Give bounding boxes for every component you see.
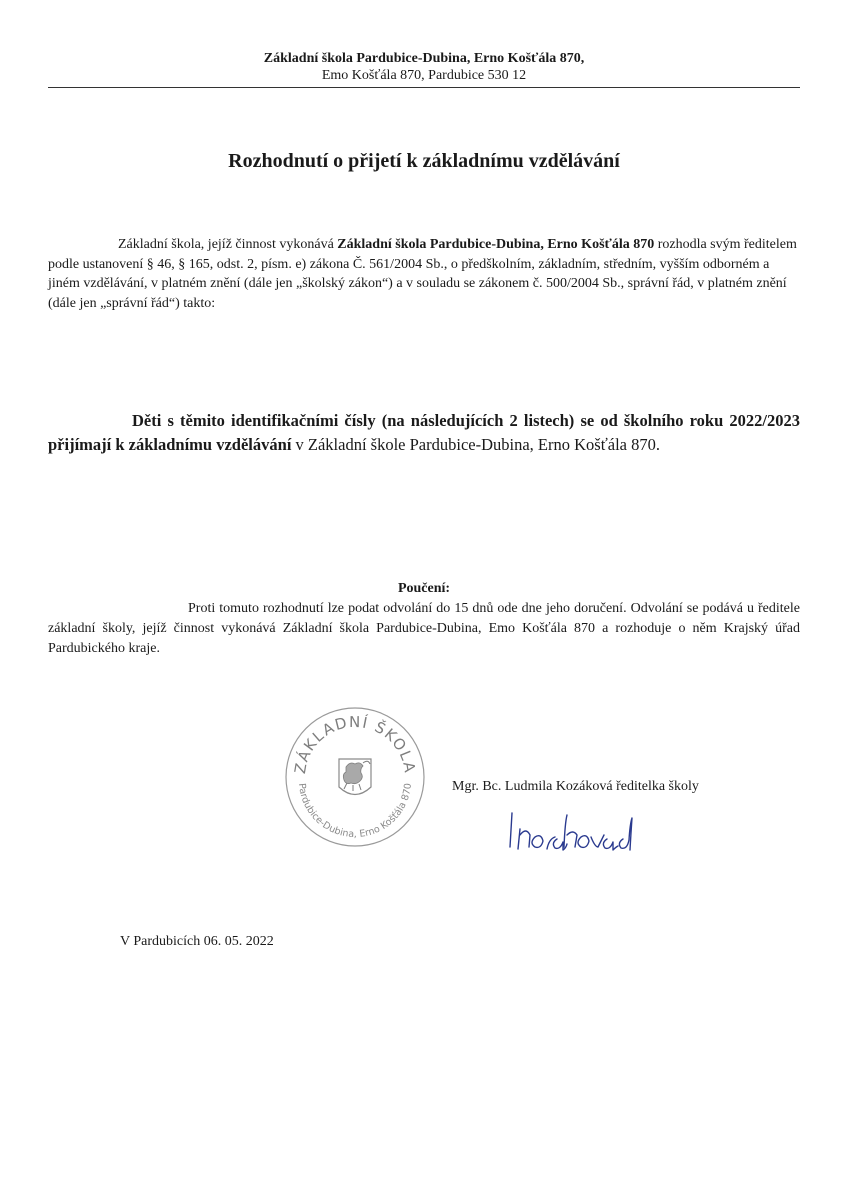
instruction-heading: Poučení: [397, 581, 451, 596]
document-title: Rozhodnutí o přijetí k základnímu vzdělávání [228, 150, 620, 172]
decision-bold-text: Děti s těmito identifikačními čísly (na následujících 2 listech) se od školního roku 2022/2023 přijímají k základnímu vzdělávání [48, 411, 800, 454]
intro-school-name: Základní škola Pardubice-Dubina, Erno Košťála 870 [337, 237, 655, 252]
letterhead-address: Emo Košťála 870, Pardubice 530 12 [321, 68, 527, 83]
instruction-paragraph [48, 599, 800, 659]
signer-name-title: Mgr. Bc. Ludmila Kozáková ředitelka školy [452, 779, 699, 794]
lion-emblem-icon [339, 759, 371, 795]
instruction-text: Proti tomuto rozhodnutí lze podat odvolání do 15 dnů ode dne jeho doručení. Odvolání se podává u ředitele základní školy, jejíž činnost vykonává Základní škola Pardubice-Dubina, Emo Košťála 870 a rozhoduje o něm Krajský úřad Pardubického kraje. [48, 601, 800, 656]
stamp-bottom-text: Pardubice-Dubina, Erno Košťála 870 [296, 782, 415, 841]
stamp-top-text: ZÁKLADNÍ ŠKOLA [290, 712, 420, 776]
letterhead-school-name: Základní škola Pardubice-Dubina, Erno Košťála 870, [263, 51, 585, 66]
letterhead [48, 50, 800, 84]
letterhead-divider [48, 87, 800, 88]
intro-paragraph [48, 235, 800, 313]
intro-text-end: rozhodla svým ředitelem podle ustanovení § 46, § 165, odst. 2, písm. e) zákona Č. 561/2004 Sb., o předškolním, základním, středním, vyšším odborném a jiném vzdělávání, v platném znění (dále jen „školský zákon“) a v souladu se zákonem č. 500/2004 Sb., správní řád, v platném znění (dále jen „správní řád“) takto: [48, 237, 797, 311]
intro-text-start: Základní škola, jejíž činnost vykonává [118, 237, 338, 252]
place-and-date: V Pardubicích 06. 05. 2022 [120, 934, 274, 949]
svg-text:Pardubice-Dubina, Erno Košťála [296, 783, 414, 840]
decision-paragraph [48, 409, 800, 457]
school-stamp [283, 705, 427, 849]
decision-rest-text: v Základní škole Pardubice-Dubina, Erno Košťála 870. [291, 435, 660, 454]
handwritten-signature [505, 805, 655, 860]
